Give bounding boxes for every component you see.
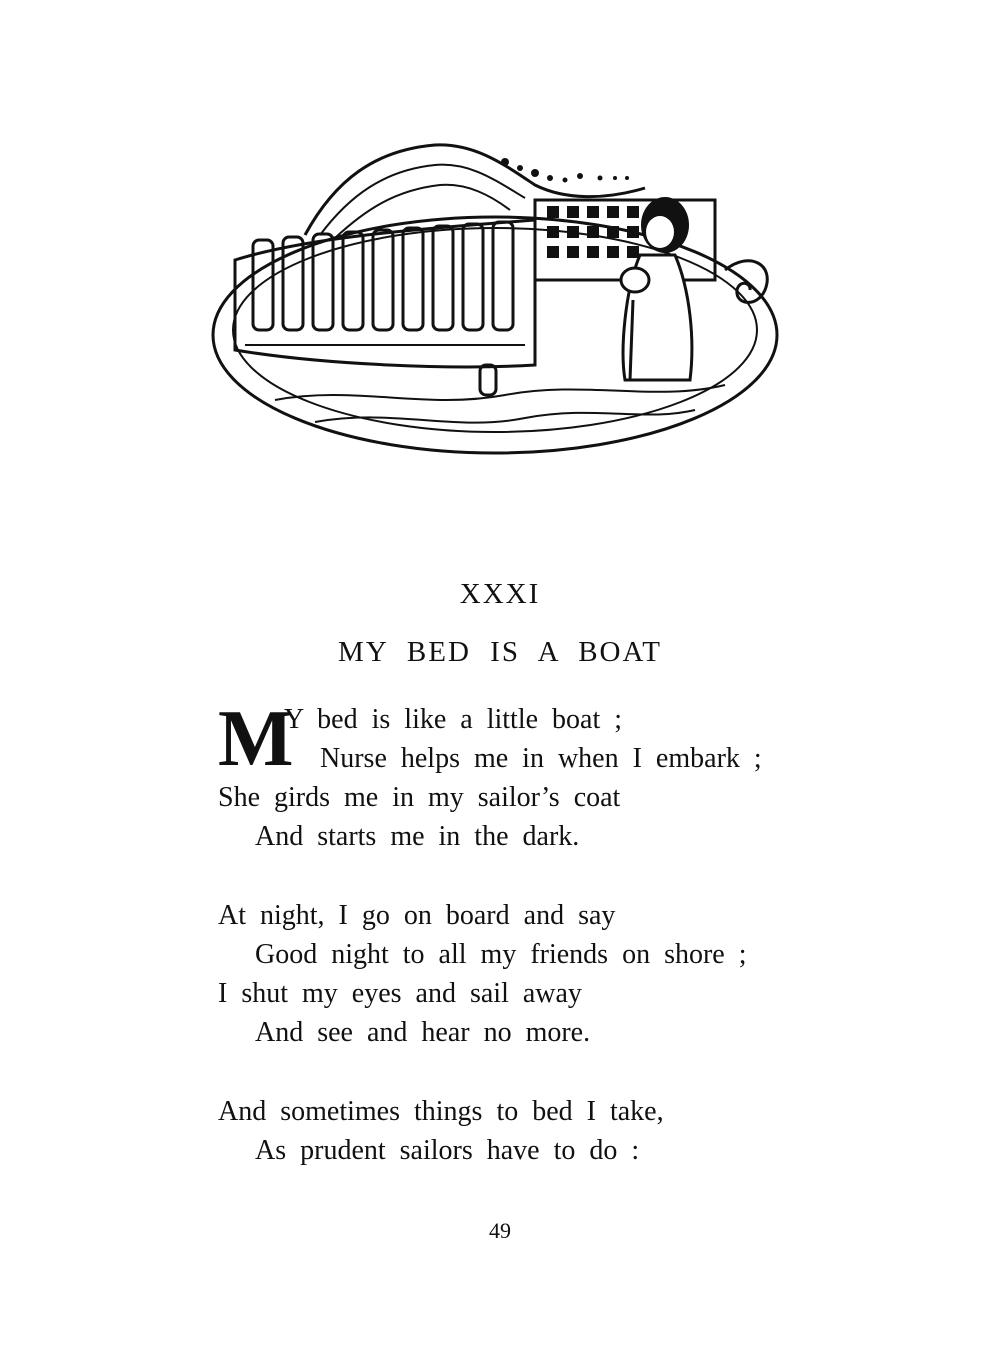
- poem-line: I shut my eyes and sail away: [218, 978, 582, 1009]
- poem-line: And sometimes things to bed I take,: [218, 1096, 664, 1127]
- crib: [235, 220, 535, 395]
- bottom-wave: [275, 385, 725, 400]
- poem-line: Y bed is like a little boat ;: [284, 704, 623, 735]
- poem-line: Good night to all my friends on shore ;: [255, 939, 747, 970]
- stanza-gap: [218, 1052, 858, 1092]
- poem-line: At night, I go on board and say: [218, 900, 616, 931]
- poem-line: And starts me in the dark.: [255, 821, 580, 852]
- poem-line: Nurse helps me in when I embark ;: [320, 743, 762, 774]
- bed-boat-illustration: [205, 140, 785, 470]
- child-figure: [621, 197, 692, 380]
- poem-body: [218, 695, 858, 1170]
- poem-line: And see and hear no more.: [255, 1017, 591, 1048]
- drop-cap: M: [218, 695, 294, 783]
- chapter-number: XXXI: [459, 578, 541, 610]
- poem-title: MY BED IS A BOAT: [338, 636, 662, 668]
- spray-dots: [501, 158, 629, 183]
- poem-line: She girds me in my sailor’s coat: [218, 782, 621, 813]
- stanza-gap: [218, 856, 858, 896]
- page-number: 49: [489, 1218, 511, 1243]
- window: [535, 200, 715, 280]
- poem-line: As prudent sailors have to do :: [255, 1135, 640, 1166]
